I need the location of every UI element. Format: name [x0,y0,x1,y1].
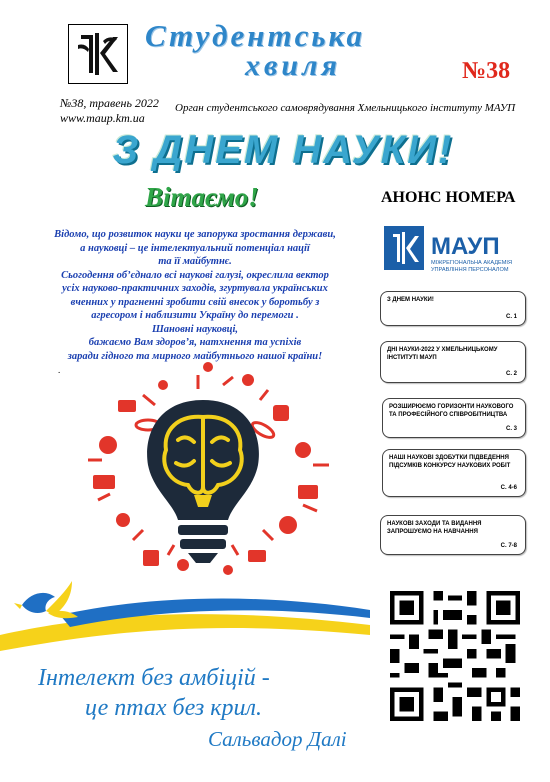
greeting-title: Вітаємо! [145,182,259,212]
quote-line2: це птах без крил. [85,695,262,721]
dove-icon [14,581,78,618]
greeting-line: Шановні науковці, [151,323,239,335]
toc-item-title: НАШІ НАУКОВІ ЗДОБУТКИ ПІДВЕДЕННЯ ПІДСУМКІВ КОНКУРСУ НАУКОВИХ РОБІТ [389,455,511,469]
quote-line1: Інтелект без амбіцій - [38,665,270,691]
greeting-line: бажаємо Вам здоров’я, натхнення та успіхів [88,337,302,348]
organ-subtitle: Орган студентського самоврядування Хмельницького інституту МАУП [175,102,516,114]
website-link[interactable]: www.maup.km.ua [60,111,145,125]
greeting-line: вченних у прагненні зробити свій внесок у боротьбу з [70,296,320,308]
toc-item-events[interactable] [380,515,526,555]
toc-item-title: РОЗШИРЮЄМО ГОРИЗОНТИ НАУКОВОГО ТА ПРОФЕСІЙНОГО СПІВРОБІТНИЦТВА [389,404,514,418]
greeting-line: агресором і наблизити Україну до перемоги . [91,310,299,321]
dove-flag-wave-illustration [0,575,370,670]
toc-item-achievements[interactable] [382,449,526,497]
toc-item-science-day[interactable] [380,291,526,326]
greeting-line: а науковці – це інтелектуальний потенціал нації [80,242,310,254]
toc-item-title: НАУКОВІ ЗАХОДИ ТА ВИДАННЯ ЗАПРОШУЄМО НА НАВЧАННЯ [387,521,482,535]
quote-author: Сальвадор Далі [208,727,347,751]
maup-logo [384,224,526,274]
logo-glyph-icon [69,25,127,83]
maup-subtitle-2: УПРАВЛІННЯ ПЕРСОНАЛОМ [431,267,509,273]
greeting-line: та її майбутнє. [158,256,232,267]
science-brain-bulb-illustration [48,355,358,585]
science-day-banner: З ДНЕМ НАУКИ! [112,128,454,172]
greeting-text [35,228,355,363]
greeting-line: Сьогодення об’єднало всі наукові галузі, окреслила вектор [61,269,329,281]
masthead-line1: Студентська [145,18,365,53]
toc-item-page: С. 1 [505,314,517,320]
maup-subtitle-1: МІЖРЕГІОНАЛЬНА АКАДЕМІЯ [431,260,513,266]
toc-item-page: С. 2 [505,371,517,377]
qr-code[interactable] [385,586,525,726]
greeting-line: усіх науково-практичних заходів, згуртувала українських [62,283,328,294]
greeting-line: Відомо, що розвиток науки це запорука зростання держави, [54,229,336,240]
maup-name: МАУП [431,233,500,260]
masthead-line2: хвиля [245,49,341,82]
issue-number: №38 [462,58,511,84]
toc-item-title: ДНІ НАУКИ-2022 У ХМЕЛЬНИЦЬКОМУ ІНСТИТУТІ МАУП [387,347,498,361]
issue-date: №38, травень 2022 [60,96,159,110]
toc-item-page: С. 3 [505,426,517,432]
toc-item-science-days[interactable] [380,341,526,383]
toc-item-horizons[interactable] [382,398,526,438]
anons-title: АНОНС НОМЕРА [381,189,516,206]
stray-dot: . [58,365,61,375]
toc-item-page: С. 4-6 [500,485,517,491]
newspaper-logo [68,24,128,84]
greeting-line: заради гідного та мирного майбутнього нашої країни! [67,350,323,362]
toc-item-title: З ДНЕМ НАУКИ! [387,297,434,303]
toc-item-page: С. 7-8 [500,543,517,549]
